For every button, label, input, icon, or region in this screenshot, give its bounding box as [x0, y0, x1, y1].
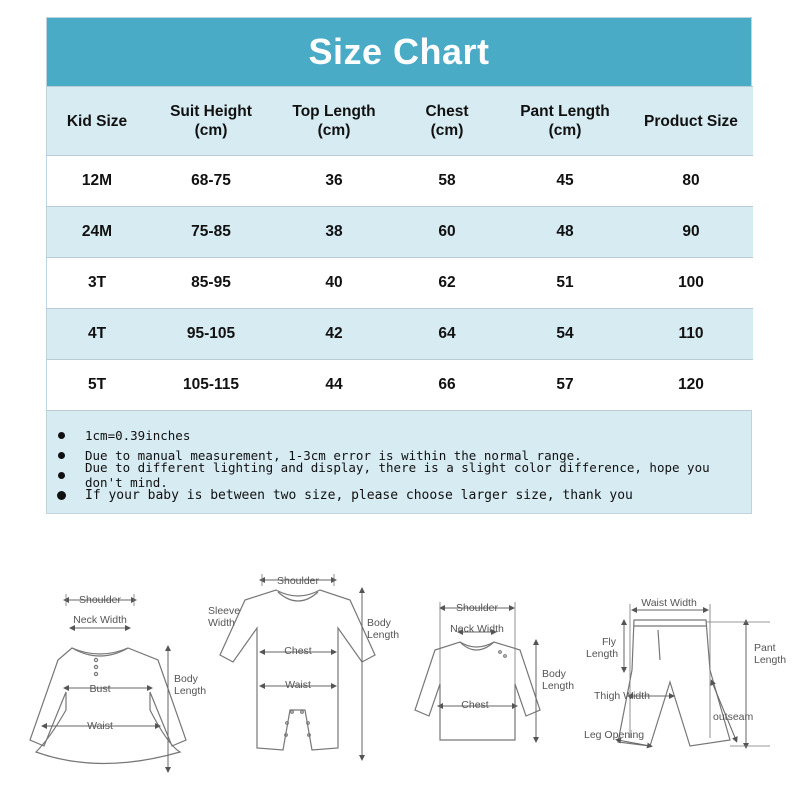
table-cell: 95-105 [147, 309, 275, 360]
romper-illustration [220, 590, 375, 750]
dress-waist-label: Waist [87, 720, 113, 732]
chart-title: Size Chart [308, 31, 490, 72]
dress-body-label: Body [174, 673, 198, 685]
table-cell: 45 [501, 156, 629, 207]
table-row [47, 360, 753, 411]
size-chart [46, 17, 752, 514]
romper-sleeve-label: Sleeve [208, 605, 241, 617]
table-cell: 42 [275, 309, 393, 360]
note-item: If your baby is between two size, please choose larger size, thank you [55, 485, 741, 505]
pants-illustration [618, 620, 730, 746]
dress-shoulder-label: Shoulder [78, 594, 122, 606]
note-item: Due to manual measurement, 1-3cm error is within the normal range. [55, 445, 741, 465]
table-cell: 64 [393, 309, 501, 360]
table-cell: 105-115 [147, 360, 275, 411]
table-cell: 38 [275, 207, 393, 258]
bullet-icon [58, 432, 65, 439]
pants-waist-label: Waist Width [641, 597, 697, 609]
table-cell: 62 [393, 258, 501, 309]
top-shoulder-label: Shoulder [455, 602, 499, 614]
table-cell: 40 [275, 258, 393, 309]
pants-pant-label: Pant [754, 642, 776, 654]
table-cell: 4T [47, 309, 147, 360]
diagrams-svg [0, 560, 800, 800]
top-length-label: Length [542, 680, 575, 692]
pants-fly-label: Fly [602, 636, 616, 648]
col-header-suit-height: Suit Height (cm) [147, 87, 275, 156]
col-header-top-length: Top Length (cm) [275, 87, 393, 156]
table-cell: 44 [275, 360, 393, 411]
table-cell: 60 [393, 207, 501, 258]
table-cell: 58 [393, 156, 501, 207]
table-cell: 80 [629, 156, 753, 207]
col-header-chest: Chest (cm) [393, 87, 501, 156]
table-cell: 75-85 [147, 207, 275, 258]
size-table [47, 86, 753, 410]
col-header-product-size: Product Size [629, 87, 753, 156]
dress-neck-label: Neck Width [73, 614, 127, 626]
pants-outseam-label: outseam [713, 711, 754, 723]
romper-body-label: Body [367, 617, 391, 629]
top-body-label: Body [542, 668, 566, 680]
table-row [47, 309, 753, 360]
dress-illustration [30, 648, 186, 764]
dress-bust-label: Bust [89, 683, 111, 695]
bullet-icon [58, 452, 65, 459]
bullet-icon [57, 491, 66, 500]
note-item: 1cm=0.39inches [55, 425, 741, 445]
table-cell: 12M [47, 156, 147, 207]
romper-width-label: Width [208, 617, 235, 629]
table-cell: 57 [501, 360, 629, 411]
table-cell: 66 [393, 360, 501, 411]
pants-thigh-label: Thigh Width [594, 690, 651, 702]
table-cell: 24M [47, 207, 147, 258]
note-item: Due to different lighting and display, there is a slight color difference, hope you don't mind. [55, 465, 741, 485]
measurement-diagrams [0, 560, 800, 800]
table-cell: 5T [47, 360, 147, 411]
col-header-kid-size: Kid Size [47, 87, 147, 156]
table-cell: 36 [275, 156, 393, 207]
romper-length-label: Length [367, 629, 400, 641]
pants-fly-length-label: Length [586, 648, 619, 660]
table-cell: 3T [47, 258, 147, 309]
romper-waist-label: Waist [285, 679, 311, 691]
top-neck-label: Neck Width [450, 623, 504, 635]
col-header-pant-length: Pant Length (cm) [501, 87, 629, 156]
table-row [47, 156, 753, 207]
table-cell: 54 [501, 309, 629, 360]
table-cell: 100 [629, 258, 753, 309]
table-cell: 68-75 [147, 156, 275, 207]
title-bar [47, 18, 751, 86]
table-cell: 51 [501, 258, 629, 309]
pants-leg-label: Leg Opening [584, 729, 645, 741]
romper-chest-label: Chest [284, 645, 312, 657]
table-row [47, 258, 753, 309]
table-cell: 85-95 [147, 258, 275, 309]
table-row [47, 207, 753, 258]
table-cell: 120 [629, 360, 753, 411]
top-illustration [415, 642, 540, 740]
table-cell: 90 [629, 207, 753, 258]
pants-pant-length-label: Length [754, 654, 787, 666]
dress-length-label: Length [174, 685, 207, 697]
bullet-icon [58, 472, 65, 479]
top-chest-label: Chest [461, 699, 489, 711]
romper-shoulder-label: Shoulder [276, 575, 320, 587]
table-cell: 48 [501, 207, 629, 258]
notes-panel [47, 410, 751, 513]
header-row [47, 87, 753, 156]
table-cell: 110 [629, 309, 753, 360]
